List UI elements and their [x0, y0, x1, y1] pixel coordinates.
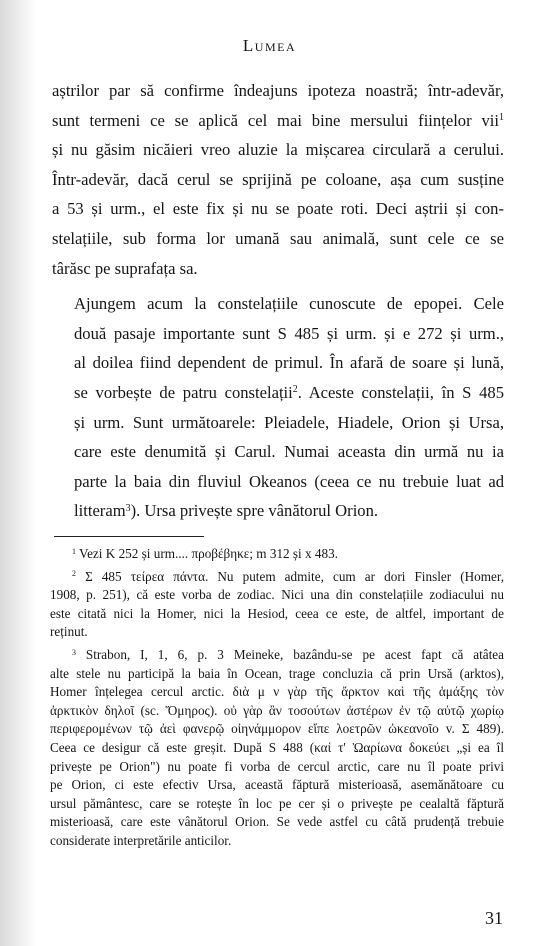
text-line: aștrilor par să confirme îndeajuns ipoteza noastră; într-adevăr, [52, 81, 504, 100]
footnote-line [50, 646, 504, 665]
text-run: Vezi K 252 și urm.... προβέβηκε; m 312 și x 483. [79, 546, 338, 561]
footnote-line: 1908, p. 251), că este vorba de zodiac. Nici una din constelațiile zodiacului nu [50, 587, 504, 603]
text-run: ). Ursa privește spre vânătorul Orion. [130, 501, 379, 521]
footnote-line: ursul pământesc, care se rotește în loc pe cer și o privește pe cealaltă făptură [50, 795, 504, 811]
text-run: Strabon, I, 1, 6, p. 3 Meineke, bazându-se pe acest fapt că atâtea [85, 646, 505, 662]
text-line: și urm. Sunt următoarele: Pleiadele, Hiadele, Orion și Ursa, [74, 412, 504, 432]
text-run: . Aceste constelații, în S 485 [297, 382, 504, 402]
text-line: stelațiile, sub forma lor umană sau animală, sunt cele ce se [52, 228, 504, 248]
scan-gutter-shadow [0, 0, 36, 946]
footnote-line [50, 545, 504, 564]
text-run: Σ 485 τείρεα πάντα. Nu putem admite, cum ar dori Finsler (Homer, [85, 568, 504, 584]
footnote-line: pe Orion, ci este efectiv Ursa, această făptură misterioasă, asemănătoare cu [50, 777, 504, 793]
text-line: târăsc pe suprafața sa. [52, 258, 198, 278]
footnote-mark: 2 [72, 569, 76, 579]
footnote-line: misterioasă, care este vânătorul Orion. Se vede astfel cu câtă prudență trebuie [50, 814, 504, 830]
footnotes [50, 545, 504, 851]
main-text [52, 76, 504, 526]
footnote-line: privește pe Orion") nu poate fi vorba de cercul arctic, care nu îl poate privi [50, 758, 504, 774]
text-line: două pasaje importante sunt S 485 și urm. și e 272 și urm., [74, 323, 504, 343]
text-line: a 53 și urm., el este fix și nu se poate roti. Deci aștrii și con- [52, 199, 504, 219]
paragraph-1 [52, 76, 504, 283]
text-run: litteram [74, 501, 126, 521]
footnote-mark: 1 [72, 546, 76, 556]
text-line: al doilea fiind dependent de primul. În afară de soare și lună, [74, 353, 504, 373]
text-line [52, 496, 504, 526]
text-line: Într-adevăr, dacă cerul se sprijină pe coloane, așa cum susține [52, 169, 504, 189]
footnote-2 [50, 568, 504, 642]
text-line [52, 106, 504, 136]
paragraph-2 [52, 289, 504, 526]
footnote-line: considerate interpretările anticilor. [50, 832, 232, 848]
text-line: parte la baia din fluviul Okeanos (ceea ce nu trebuie luat ad [74, 471, 504, 491]
text-line [52, 378, 504, 408]
footnote-line [50, 568, 504, 587]
footnote-line: Ceea ce desigur că este greșit. După S 488 (καί τ' Ὠαρίωνα δοκεύει „și ea îl [50, 739, 504, 755]
footnote-line: reținut. [50, 624, 88, 640]
text-run: se vorbește de patru constelații [74, 382, 293, 402]
text-line: Ajungem acum la constelațiile cunoscute de epopei. Cele [74, 294, 504, 314]
text-run: sunt termeni ce se aplică cel mai bine mersului ființelor vii [52, 110, 500, 130]
text-line: care este denumită și Carul. Numai aceasta din urmă nu ia [74, 442, 504, 462]
footnote-separator [54, 536, 204, 537]
footnote-1 [50, 545, 504, 564]
page-number: 31 [485, 908, 503, 928]
footnote-line: Homer înțelegea cercul arctic. διὰ μ ν γὰρ τῆς ἄρκτον καὶ τῆς ἁμάξης τὸν [50, 684, 504, 700]
footnote-line: περιφερομένων τῷ ἀεὶ φανερῷ οἰηνάμμορον εἴπε λοετρῶν ὠκεανοῖο v. Σ 489). [50, 721, 504, 737]
footnote-ref-2: 2 [292, 384, 298, 396]
footnote-ref-3: 3 [125, 502, 131, 514]
footnote-line: alte stele nu participă la baia în Ocean, trage concluzia că prin Ursă (arktos), [50, 665, 504, 681]
footnote-3 [50, 646, 504, 851]
footnote-mark: 3 [72, 647, 76, 657]
footnote-line: este citată nici la Homer, nici la Hesiod, ceea ce este, de altfel, important de [50, 605, 504, 621]
text-line: și nu găsim nicăieri vreo aluzie la mișcarea circulară a cerului. [52, 140, 504, 160]
footnote-line: ἀρκτικὸν δηλοῖ (sc. Ὅμηρος). οὐ γὰρ ἂν τοσούτων ἀστέρων ἐν τῷ αὐτῷ χωρίῳ [50, 702, 504, 718]
footnote-ref-1: 1 [499, 112, 504, 124]
running-header: Lumea [242, 36, 297, 55]
